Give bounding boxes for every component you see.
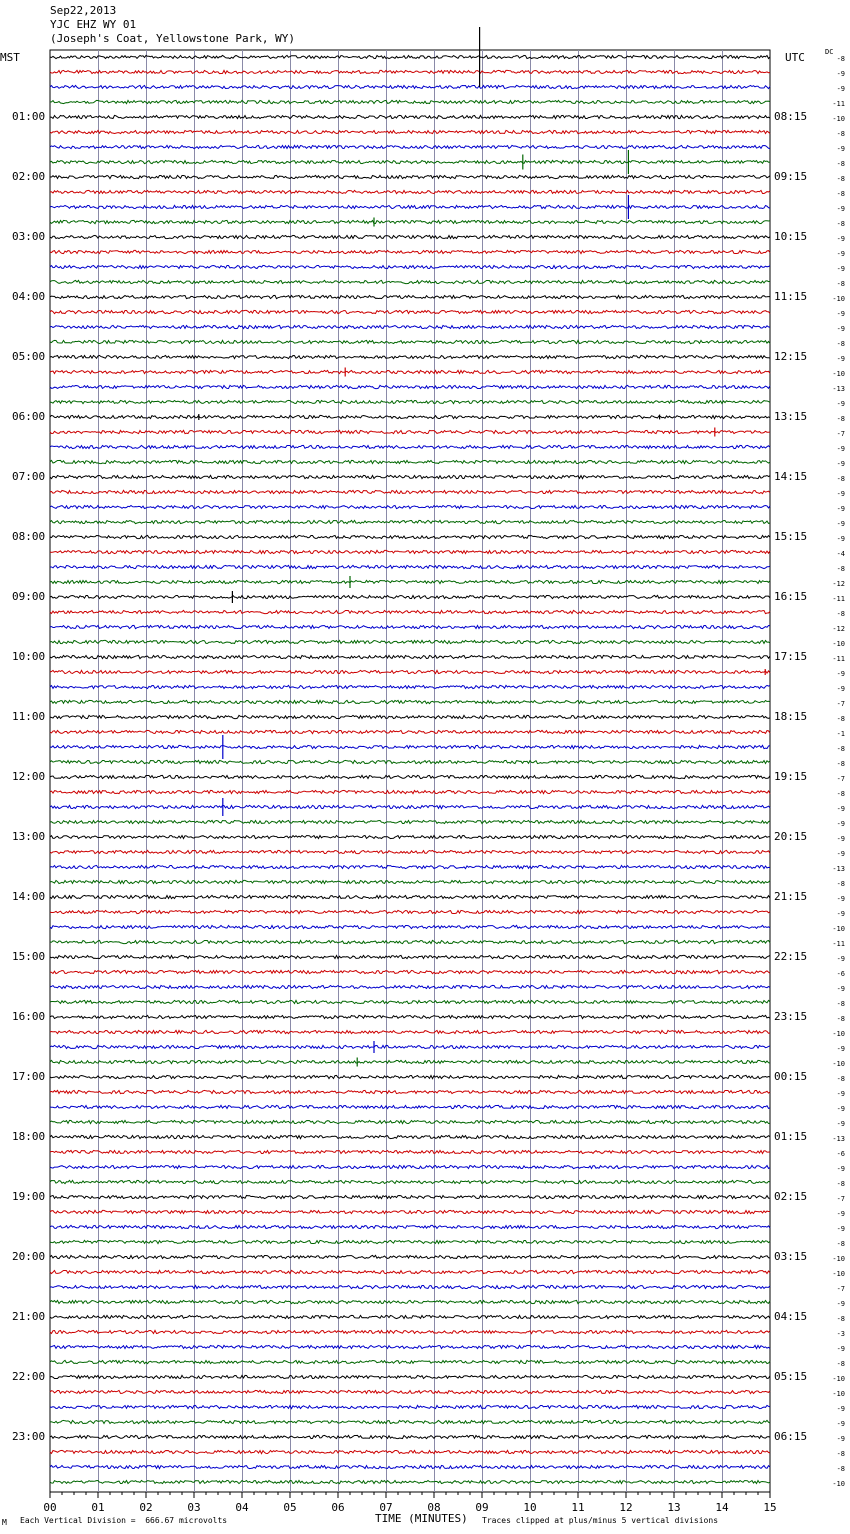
trace-line (50, 1105, 770, 1108)
dc-offset-label: -10 (832, 1480, 845, 1488)
dc-offset-label: -11 (832, 940, 845, 948)
dc-offset-label: -11 (832, 100, 845, 108)
trace-line (50, 85, 770, 88)
dc-offset-label: -8 (836, 610, 845, 618)
trace-line (50, 1165, 770, 1168)
trace-line (50, 535, 770, 538)
trace-line (50, 190, 770, 193)
x-tick-label: 05 (283, 1501, 297, 1514)
dc-offset-label: -8 (836, 130, 845, 138)
trace-line (50, 880, 770, 883)
x-tick-label: 09 (475, 1501, 489, 1514)
dc-offset-label: -8 (836, 1360, 845, 1368)
trace-line (50, 1240, 770, 1243)
left-hour-label: 16:00 (12, 1010, 46, 1023)
dc-offset-label: -11 (832, 595, 845, 603)
trace-line (50, 940, 770, 943)
trace-line (50, 145, 770, 148)
left-hour-label: 11:00 (12, 710, 46, 723)
dc-offset-label: -9 (836, 460, 845, 468)
right-hour-label: 21:15 (774, 890, 808, 903)
dc-offset-label: -9 (836, 1210, 845, 1218)
dc-offset-label: -8 (836, 1315, 845, 1323)
dc-offset-label: -9 (836, 70, 845, 78)
dc-offset-label: -8 (836, 715, 845, 723)
trace-line (50, 1345, 770, 1348)
left-hour-label: 13:00 (12, 830, 46, 843)
dc-offset-label: -9 (836, 400, 845, 408)
trace-line (50, 520, 770, 523)
right-hour-label: 20:15 (774, 830, 808, 843)
dc-offset-label: -9 (836, 85, 845, 93)
dc-offset-label: -10 (832, 640, 845, 648)
left-hour-label: 07:00 (12, 470, 46, 483)
left-hour-label: 23:00 (12, 1430, 46, 1443)
dc-offset-label: -9 (836, 1225, 845, 1233)
trace-line (50, 115, 770, 118)
dc-offset-label: -10 (832, 1060, 845, 1068)
dc-offset-label: -10 (832, 1375, 845, 1383)
clip-note: Traces clipped at plus/minus 5 vertical divisions (482, 1516, 719, 1525)
left-hour-label: 01:00 (12, 110, 46, 123)
trace-line (50, 370, 770, 373)
x-tick-label: 15 (763, 1501, 777, 1514)
dc-offset-label: -9 (836, 1420, 845, 1428)
dc-offset-label: -9 (836, 310, 845, 318)
dc-offset-label: -9 (836, 505, 845, 513)
dc-offset-label: -9 (836, 445, 845, 453)
right-hour-label: 05:15 (774, 1370, 808, 1383)
trace-line (50, 505, 770, 508)
trace-line (50, 415, 770, 418)
left-hour-label: 04:00 (12, 290, 46, 303)
dc-offset-label: -11 (832, 655, 845, 663)
dc-offset-label: -9 (836, 235, 845, 243)
x-tick-label: 11 (571, 1501, 585, 1514)
dc-offset-label: -9 (836, 325, 845, 333)
dc-offset-label: -10 (832, 925, 845, 933)
dc-label: DC (825, 48, 834, 56)
dc-offset-label: -8 (836, 415, 845, 423)
dc-offset-label: -8 (836, 160, 845, 168)
trace-line (50, 1015, 770, 1018)
x-tick-label: 13 (667, 1501, 681, 1514)
trace-line (50, 1465, 770, 1468)
trace-line (50, 715, 770, 718)
trace-line (50, 220, 770, 223)
dc-offset-label: -8 (836, 220, 845, 228)
trace-line (50, 130, 770, 133)
dc-offset-label: -9 (836, 1120, 845, 1128)
dc-offset-label: -9 (836, 850, 845, 858)
dc-offset-label: -9 (836, 805, 845, 813)
right-hour-label: 22:15 (774, 950, 808, 963)
dc-offset-label: -9 (836, 535, 845, 543)
trace-line (50, 1255, 770, 1258)
trace-line (50, 760, 770, 763)
dc-offset-label: -9 (836, 205, 845, 213)
trace-line (50, 445, 770, 448)
left-hour-label: 06:00 (12, 410, 46, 423)
x-tick-label: 06 (331, 1501, 345, 1514)
trace-line (50, 1360, 770, 1363)
trace-line (50, 1135, 770, 1138)
left-hour-label: 08:00 (12, 530, 46, 543)
trace-line (50, 820, 770, 823)
dc-offset-label: -12 (832, 580, 845, 588)
x-tick-label: 07 (379, 1501, 393, 1514)
dc-offset-label: -10 (832, 1270, 845, 1278)
dc-offset-label: -9 (836, 1435, 845, 1443)
dc-offset-label: -10 (832, 1030, 845, 1038)
trace-line (50, 1150, 770, 1153)
dc-offset-label: -8 (836, 190, 845, 198)
trace-line (50, 1045, 770, 1048)
trace-line (50, 1075, 770, 1078)
right-hour-label: 23:15 (774, 1010, 808, 1023)
left-hour-label: 14:00 (12, 890, 46, 903)
dc-offset-label: -12 (832, 625, 845, 633)
x-tick-label: 00 (43, 1501, 57, 1514)
left-hour-label: 03:00 (12, 230, 46, 243)
dc-offset-label: -8 (836, 1075, 845, 1083)
right-hour-label: 15:15 (774, 530, 808, 543)
dc-offset-label: -8 (836, 1465, 845, 1473)
dc-offset-label: -10 (832, 1255, 845, 1263)
trace-line (50, 655, 770, 658)
trace-line (50, 160, 770, 163)
dc-offset-label: -9 (836, 490, 845, 498)
left-hour-label: 10:00 (12, 650, 46, 663)
scale-note: Each Vertical Division = 666.67 microvolts (20, 1516, 228, 1525)
dc-offset-label: -9 (836, 355, 845, 363)
dc-offset-label: -9 (836, 520, 845, 528)
dc-offset-label: -7 (836, 1285, 845, 1293)
trace-line (50, 295, 770, 298)
right-hour-label: 11:15 (774, 290, 808, 303)
trace-line (50, 700, 770, 703)
dc-offset-label: -8 (836, 280, 845, 288)
x-tick-label: 04 (235, 1501, 249, 1514)
left-hour-label: 20:00 (12, 1250, 46, 1263)
right-axis-title: UTC (785, 51, 805, 64)
x-tick-label: 03 (187, 1501, 201, 1514)
trace-line (50, 1300, 770, 1303)
trace-line (50, 1285, 770, 1288)
trace-line (50, 1180, 770, 1183)
trace-line (50, 1420, 770, 1423)
trace-line (50, 685, 770, 688)
trace-line (50, 1120, 770, 1123)
dc-offset-label: -13 (832, 865, 845, 873)
trace-line (50, 925, 770, 928)
trace-line (50, 895, 770, 898)
trace-line (50, 745, 770, 748)
trace-line (50, 670, 770, 673)
x-tick-label: 08 (427, 1501, 441, 1514)
trace-line (50, 400, 770, 403)
dc-offset-label: -7 (836, 700, 845, 708)
left-hour-label: 21:00 (12, 1310, 46, 1323)
trace-line (50, 1210, 770, 1213)
dc-offset-label: -9 (836, 895, 845, 903)
right-hour-label: 02:15 (774, 1190, 808, 1203)
trace-line (50, 280, 770, 283)
dc-offset-label: -10 (832, 1390, 845, 1398)
trace-line (50, 1375, 770, 1378)
dc-offset-label: -1 (836, 730, 845, 738)
trace-line (50, 835, 770, 838)
dc-offset-label: -7 (836, 430, 845, 438)
trace-line (50, 250, 770, 253)
trace-line (50, 100, 770, 103)
trace-line (50, 175, 770, 178)
trace-line (50, 580, 770, 583)
trace-line (50, 310, 770, 313)
dc-offset-label: -8 (836, 760, 845, 768)
trace-line (50, 265, 770, 268)
dc-offset-label: -9 (836, 835, 845, 843)
trace-line (50, 595, 770, 598)
dc-offset-label: -8 (836, 790, 845, 798)
dc-offset-label: -9 (836, 670, 845, 678)
trace-line (50, 1405, 770, 1408)
trace-line (50, 1060, 770, 1063)
trace-line (50, 910, 770, 913)
dc-offset-label: -8 (836, 565, 845, 573)
trace-line (50, 205, 770, 208)
dc-offset-label: -8 (836, 340, 845, 348)
right-hour-label: 08:15 (774, 110, 808, 123)
dc-offset-label: -6 (836, 970, 845, 978)
left-hour-label: 12:00 (12, 770, 46, 783)
trace-line (50, 385, 770, 388)
dc-offset-label: -7 (836, 1195, 845, 1203)
trace-line (50, 1000, 770, 1003)
right-hour-label: 18:15 (774, 710, 808, 723)
trace-line (50, 325, 770, 328)
dc-offset-label: -9 (836, 1090, 845, 1098)
right-hour-label: 12:15 (774, 350, 808, 363)
dc-offset-label: -9 (836, 985, 845, 993)
trace-line (50, 235, 770, 238)
dc-offset-label: -13 (832, 385, 845, 393)
dc-offset-label: -7 (836, 775, 845, 783)
x-tick-label: 12 (619, 1501, 633, 1514)
dc-offset-label: -9 (836, 955, 845, 963)
dc-offset-label: -10 (832, 370, 845, 378)
left-hour-label: 19:00 (12, 1190, 46, 1203)
dc-offset-label: -6 (836, 1150, 845, 1158)
dc-offset-label: -9 (836, 265, 845, 273)
right-hour-label: 01:15 (774, 1130, 808, 1143)
trace-line (50, 1480, 770, 1483)
trace-line (50, 550, 770, 553)
trace-line (50, 730, 770, 733)
trace-line (50, 340, 770, 343)
dc-offset-label: -9 (836, 820, 845, 828)
footer-mark: M (2, 1518, 7, 1527)
trace-line (50, 865, 770, 868)
x-tick-label: 14 (715, 1501, 729, 1514)
dc-offset-label: -9 (836, 910, 845, 918)
trace-line (50, 475, 770, 478)
dc-offset-label: -9 (836, 1165, 845, 1173)
dc-offset-label: -8 (836, 745, 845, 753)
dc-offset-label: -9 (836, 1045, 845, 1053)
right-hour-label: 19:15 (774, 770, 808, 783)
dc-offset-label: -8 (836, 175, 845, 183)
dc-offset-label: -9 (836, 1105, 845, 1113)
header-location: (Joseph's Coat, Yellowstone Park, WY) (50, 32, 296, 45)
dc-offset-label: -9 (836, 685, 845, 693)
right-hour-label: 06:15 (774, 1430, 808, 1443)
trace-line (50, 70, 770, 73)
right-hour-label: 13:15 (774, 410, 808, 423)
dc-offset-label: -10 (832, 295, 845, 303)
dc-offset-label: -9 (836, 250, 845, 258)
trace-line (50, 790, 770, 793)
trace-line (50, 775, 770, 778)
left-hour-label: 05:00 (12, 350, 46, 363)
left-hour-label: 09:00 (12, 590, 46, 603)
trace-line (50, 1315, 770, 1318)
trace-line (50, 610, 770, 613)
trace-line (50, 355, 770, 358)
dc-offset-label: -4 (836, 550, 845, 558)
left-hour-label: 22:00 (12, 1370, 46, 1383)
trace-line (50, 955, 770, 958)
dc-offset-label: -10 (832, 115, 845, 123)
dc-offset-label: -8 (836, 1180, 845, 1188)
header-date: Sep22,2013 (50, 4, 117, 17)
left-hour-label: 17:00 (12, 1070, 46, 1083)
trace-line (50, 985, 770, 988)
dc-offset-label: -8 (836, 1450, 845, 1458)
trace-line (50, 850, 770, 853)
dc-offset-label: -8 (836, 1000, 845, 1008)
trace-line (50, 1225, 770, 1228)
trace-line (50, 430, 770, 433)
dc-offset-label: -8 (836, 475, 845, 483)
trace-line (50, 1195, 770, 1198)
dc-offset-label: -3 (836, 1330, 845, 1338)
trace-line (50, 1450, 770, 1453)
trace-line (50, 625, 770, 628)
dc-offset-label: -8 (836, 55, 845, 63)
trace-line (50, 490, 770, 493)
trace-line (50, 970, 770, 973)
dc-offset-label: -8 (836, 880, 845, 888)
x-tick-label: 01 (91, 1501, 105, 1514)
right-hour-label: 03:15 (774, 1250, 808, 1263)
trace-line (50, 565, 770, 568)
left-hour-label: 02:00 (12, 170, 46, 183)
trace-line (50, 1030, 770, 1033)
trace-line (50, 1090, 770, 1093)
dc-offset-label: -13 (832, 1135, 845, 1143)
trace-line (50, 640, 770, 643)
left-axis-title: MST (0, 51, 20, 64)
trace-line (50, 805, 770, 808)
x-tick-label: 10 (523, 1501, 537, 1514)
right-hour-label: 16:15 (774, 590, 808, 603)
dc-offset-label: -9 (836, 1300, 845, 1308)
dc-offset-label: -8 (836, 1015, 845, 1023)
right-hour-label: 10:15 (774, 230, 808, 243)
left-hour-label: 15:00 (12, 950, 46, 963)
right-hour-label: 00:15 (774, 1070, 808, 1083)
dc-offset-label: -9 (836, 1345, 845, 1353)
dc-offset-label: -8 (836, 1240, 845, 1248)
trace-line (50, 1435, 770, 1438)
x-tick-label: 02 (139, 1501, 153, 1514)
trace-line (50, 1270, 770, 1273)
x-axis-title: TIME (MINUTES) (375, 1512, 468, 1525)
dc-offset-label: -9 (836, 1405, 845, 1413)
right-hour-label: 17:15 (774, 650, 808, 663)
left-hour-label: 18:00 (12, 1130, 46, 1143)
trace-line (50, 460, 770, 463)
right-hour-label: 14:15 (774, 470, 808, 483)
trace-line (50, 55, 770, 58)
trace-line (50, 1330, 770, 1333)
right-hour-label: 09:15 (774, 170, 808, 183)
dc-offset-label: -9 (836, 145, 845, 153)
right-hour-label: 04:15 (774, 1310, 808, 1323)
trace-line (50, 1390, 770, 1393)
header-station: YJC EHZ WY 01 (50, 18, 137, 31)
